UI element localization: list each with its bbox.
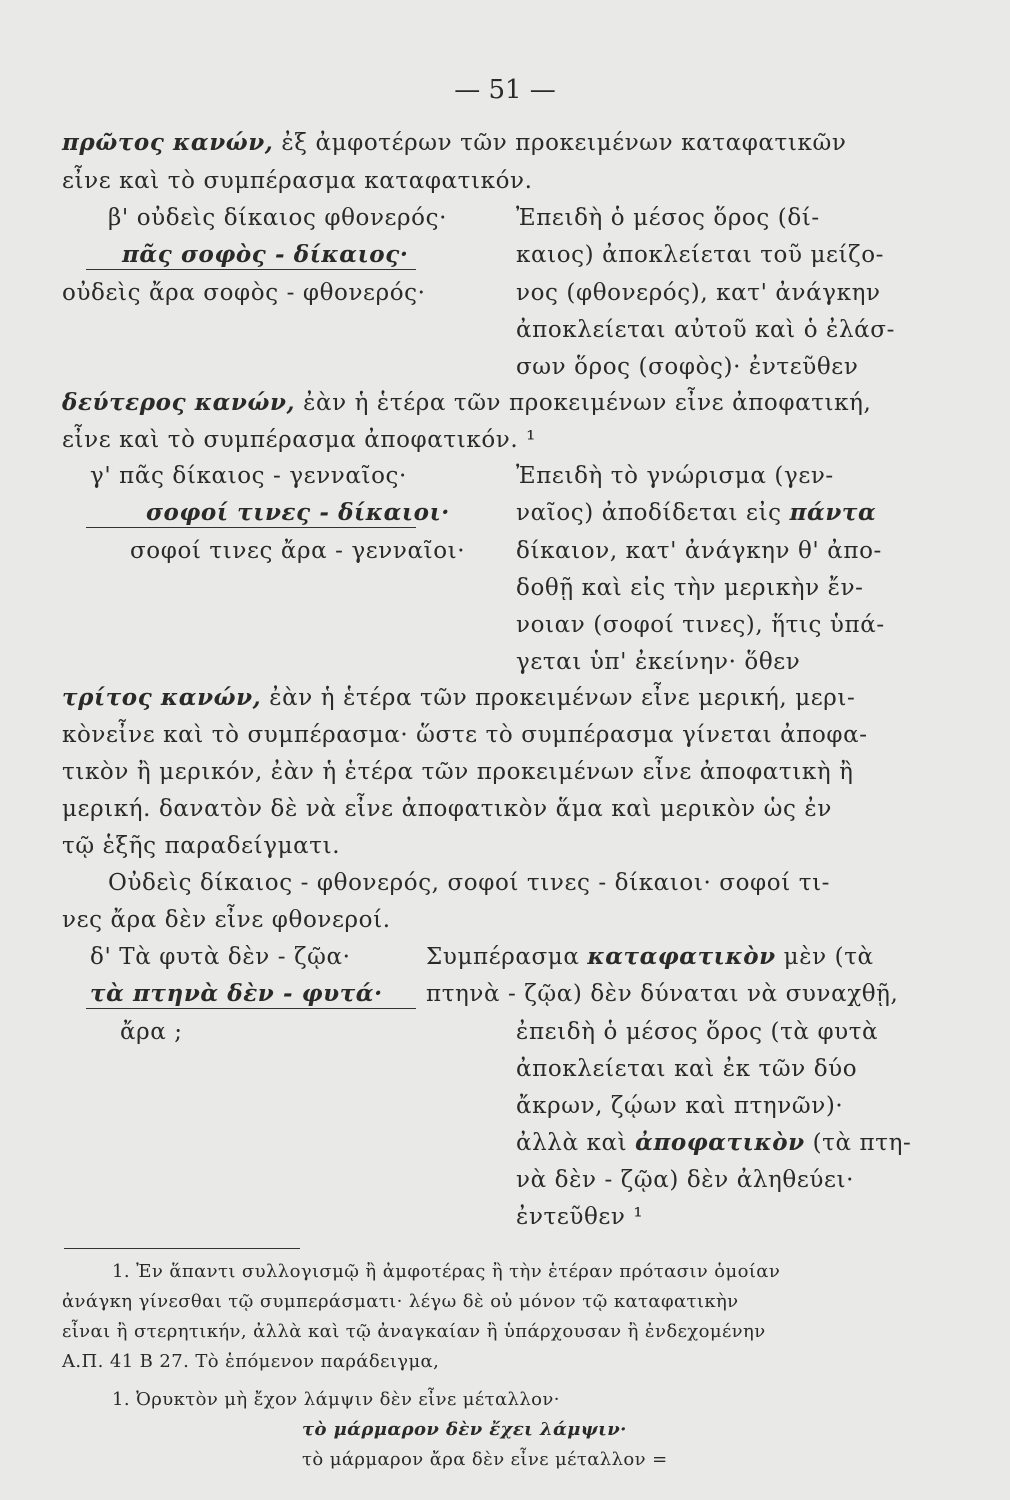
example-d-conclusion: ἄρα ; (120, 1019, 183, 1045)
example-d-expl-6 (516, 1128, 911, 1158)
example-d-expl-7: νὰ δὲν - ζῷα) δὲν ἀληθεύει· (516, 1167, 854, 1193)
example-g-expl-2-emph: πάντα (789, 499, 877, 526)
example-g-expl-2-text: ναῖος) ἀποδίδεται εἰς (516, 500, 790, 526)
footnote-separator (64, 1248, 300, 1249)
example-d-expl-6-emph: ἀποφατικὸν (635, 1129, 805, 1156)
example-d-expl-1-c: μὲν (τὰ (775, 944, 874, 970)
example-b-expl-1: Ἐπειδὴ ὁ μέσος ὅρος (δί- (516, 205, 820, 231)
example-d-expl-6-a: ἀλλὰ καὶ (516, 1130, 636, 1156)
example-d-expl-4: ἀποκλείεται καὶ ἐκ τῶν δύο (516, 1056, 858, 1082)
first-rule-line-2: εἶνε καὶ τὸ συμπέρασμα καταφατικόν. (62, 168, 533, 194)
second-rule-text: ἐὰν ἡ ἑτέρα τῶν προκειμένων εἶνε ἀποφατική, (295, 390, 872, 416)
example-d-premise-2: τὰ πτηνὰ δὲν - φυτά· (90, 980, 383, 1007)
first-rule-term: πρῶτος κανών, (62, 129, 274, 156)
example-g-expl-1: Ἐπειδὴ τὸ γνώρισμα (γεν- (516, 463, 834, 489)
example-g-expl-3: δίκαιον, κατ' ἀνάγκην θ' ἀπο- (516, 538, 882, 564)
syllogism-rule-g (86, 527, 416, 528)
footnote-line-3: εἶναι ἢ στερητικήν, ἀλλὰ καὶ τῷ ἀναγκαίαν ἢ ὑπάρχουσαν ἢ ἐνδεχομένην (62, 1321, 766, 1342)
example-d-premise-1: δ' Τὰ φυτὰ δὲν - ζῷα· (90, 944, 351, 970)
example-g-expl-4: δοθῇ καὶ εἰς τὴν μερικὴν ἔν- (516, 575, 864, 601)
example-b-expl-3: νος (φθονερός), κατ' ἀνάγκην (516, 280, 881, 306)
third-rule-text: ἐὰν ἡ ἑτέρα τῶν προκειμένων εἶνε μερική, μερι- (261, 685, 856, 711)
third-rule-line-5: τῷ ἑξῆς παραδείγματι. (62, 833, 341, 859)
third-rule-term: τρίτος κανών, (62, 684, 262, 711)
example-g-premise-1: γ' πᾶς δίκαιος - γενναῖος· (90, 463, 407, 489)
syllogism-rule-b (86, 269, 416, 270)
third-rule-line-3: τικὸν ἢ μερικόν, ἐὰν ἡ ἑτέρα τῶν προκειμένων εἶνε ἀποφατικὴ ἢ (62, 759, 854, 785)
third-rule-line (62, 683, 855, 713)
example-d-expl-6-c: (τὰ πτη- (804, 1130, 912, 1156)
footnote-line-1: 1. Ἐν ἅπαντι συλλογισμῷ ἢ ἀμφοτέρας ἢ τὴν ἑτέραν πρότασιν ὁμοίαν (112, 1261, 781, 1282)
third-rule-line-2: κὸνεἶνε καὶ τὸ συμπέρασμα· ὥστε τὸ συμπέρασμα γίνεται ἀποφα- (62, 722, 868, 748)
example-d-expl-5: ἄκρων, ζῴων καὶ πτηνῶν)· (516, 1093, 844, 1119)
second-rule-line-2: εἶνε καὶ τὸ συμπέρασμα ἀποφατικόν. ¹ (62, 427, 536, 453)
example-para-line-1: Οὐδεὶς δίκαιος - φθονερός, σοφοί τινες - δίκαιοι· σοφοί τι- (108, 870, 831, 896)
example-b-conclusion: οὐδεὶς ἄρα σοφὸς - φθονερός· (62, 280, 426, 306)
example-b-expl-2: καιος) ἀποκλείεται τοῦ μείζο- (516, 242, 885, 268)
second-rule-term: δεύτερος κανών, (62, 389, 296, 416)
example-b-expl-5: σων ὅρος (σοφὸς)· ἐντεῦθεν (516, 354, 859, 380)
page-number: — 51 — (454, 75, 556, 105)
first-rule-text: ἐξ ἀμφοτέρων τῶν προκειμένων καταφατικῶν (273, 130, 847, 156)
example-d-expl-1-emph: καταφατικὸν (587, 943, 776, 970)
footnote-line-2: ἀνάγκη γίνεσθαι τῷ συμπεράσματι· λέγω δὲ οὐ μόνον τῷ καταφατικὴν (62, 1291, 739, 1312)
example-d-expl-8: ἐντεῦθεν ¹ (516, 1204, 644, 1230)
example-d-expl-1-a: Συμπέρασμα (426, 944, 588, 970)
example-b-premise-2: πᾶς σοφὸς - δίκαιος· (122, 241, 409, 268)
second-rule-line (62, 388, 871, 418)
footnote-example-3: τὸ μάρμαρον ἄρα δὲν εἶνε μέταλλον = (302, 1449, 668, 1470)
syllogism-rule-d (86, 1008, 416, 1009)
example-g-expl-6: γεται ὑπ' ἐκείνην· ὅθεν (516, 649, 801, 675)
example-g-conclusion: σοφοί τινες ἄρα - γενναῖοι· (130, 538, 466, 564)
footnote-example-1: 1. Ὀρυκτὸν μὴ ἔχον λάμψιν δὲν εἶνε μέταλλον· (112, 1389, 560, 1410)
footnote-example-2: τὸ μάρμαρον δὲν ἔχει λάμψιν· (302, 1419, 627, 1440)
example-d-expl-3: ἐπειδὴ ὁ μέσος ὅρος (τὰ φυτὰ (516, 1019, 879, 1045)
example-g-expl-5: νοιαν (σοφοί τινες), ἥτις ὑπά- (516, 612, 885, 638)
example-g-expl-2 (516, 498, 876, 528)
first-rule-line (62, 128, 846, 158)
example-d-expl-2: πτηνὰ - ζῷα) δὲν δύναται νὰ συναχθῇ, (426, 981, 899, 1007)
footnote-line-4: Α.Π. 41 Β 27. Τὸ ἑπόμενον παράδειγμα, (62, 1351, 440, 1372)
example-d-expl-1 (426, 942, 874, 972)
example-b-premise-1: β' οὐδεὶς δίκαιος φθονερός· (108, 205, 448, 231)
example-b-expl-4: ἀποκλείεται αὐτοῦ καὶ ὁ ἐλάσ- (516, 317, 895, 343)
example-para-line-2: νες ἄρα δὲν εἶνε φθονεροί. (62, 907, 391, 933)
example-g-premise-2: σοφοί τινες - δίκαιοι· (146, 499, 450, 526)
third-rule-line-4: μερική. δανατὸν δὲ νὰ εἶνε ἀποφατικὸν ἅμα καὶ μερικὸν ὡς ἐν (62, 796, 832, 822)
